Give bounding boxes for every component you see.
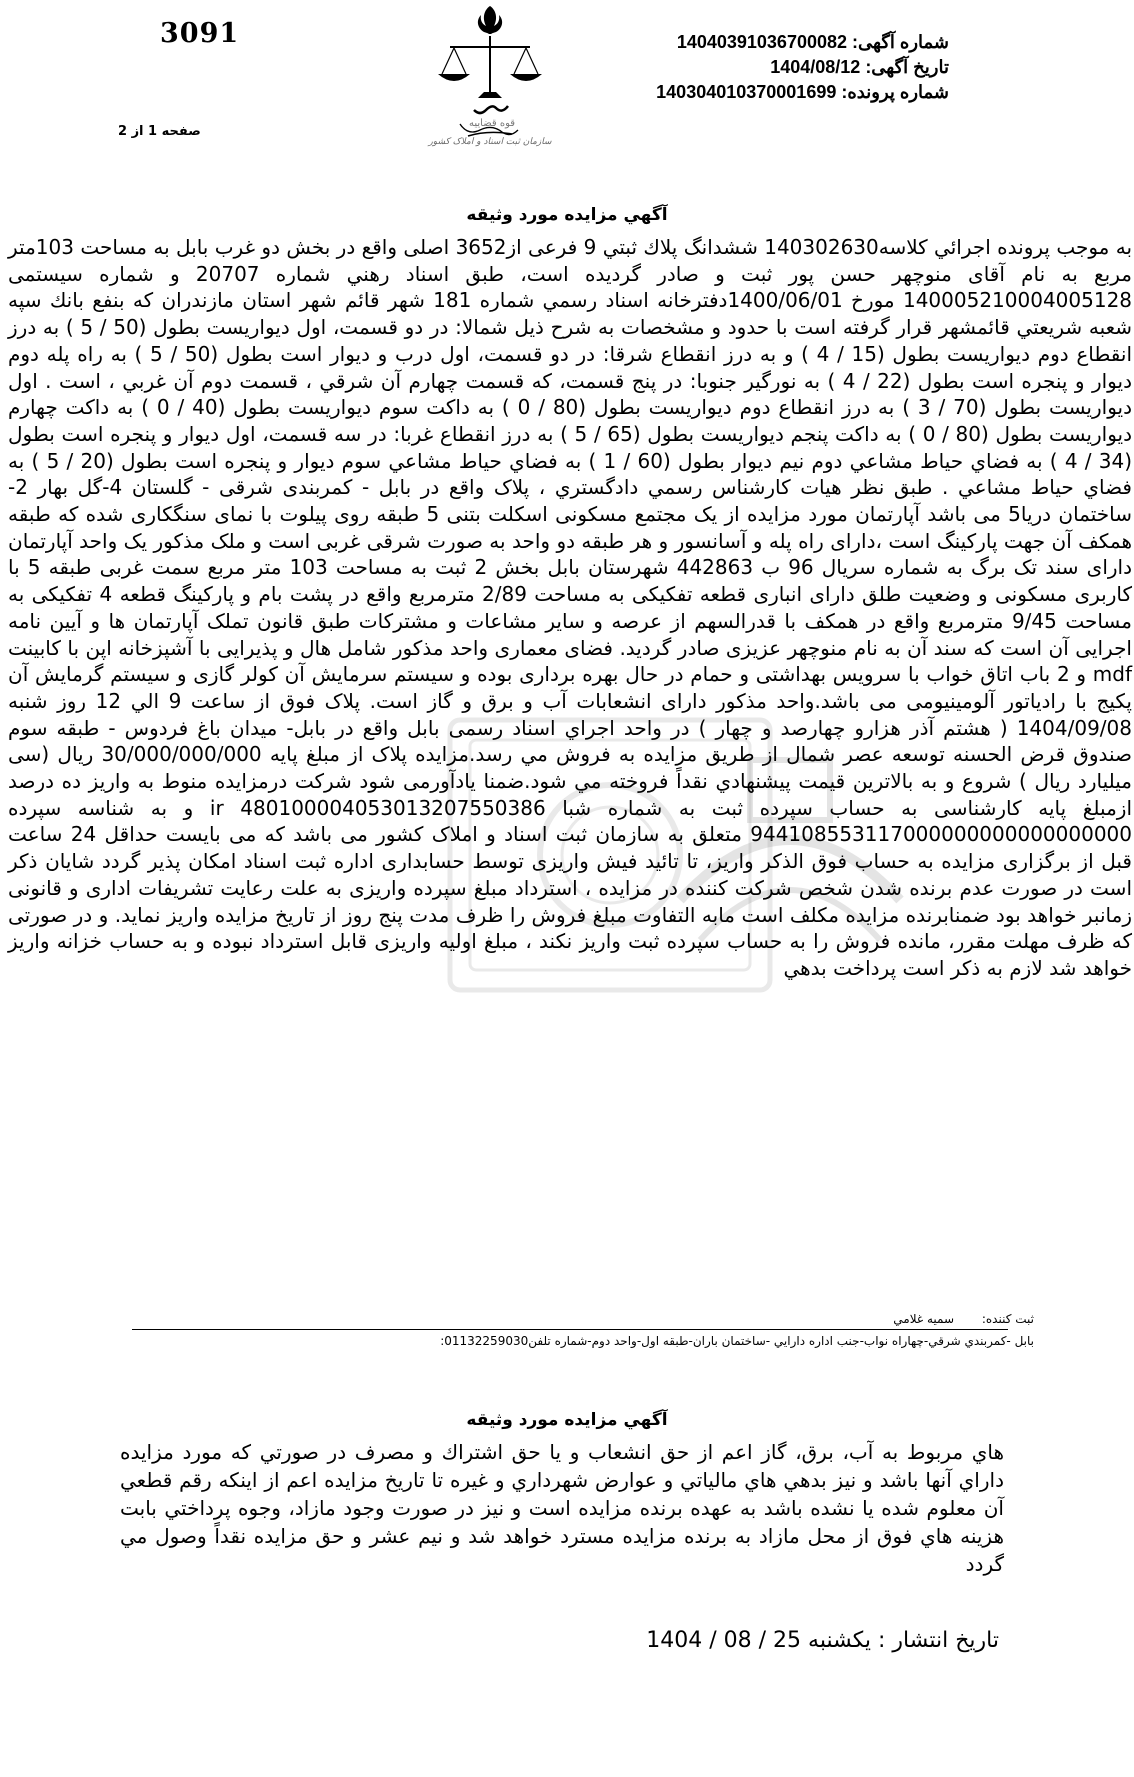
- ad-serial-number: 3091: [160, 18, 240, 49]
- ad-number-row: [656, 30, 949, 55]
- notice-body-continued: هاي مربوط به آب، برق، گاز اعم از حق انشعاب و يا حق اشتراك و مصرف در صورتي كه مورد مزايده داراي آنها باشد و نيز بدهي هاي مالياتي و عوارض شهرداري و غيره تا تاريخ مزايده اعم از اينكه رقم قطعي آن معلوم شده يا نشده باشد به عهده برنده مزايده است و نيز در صورت وجود مازاد، وجوه پرداختي بابت هزينه هاي فوق از محل مازاد به برنده مزايده مسترد خواهد شد و نيم عشر و حق مزايده نقداً وصول مي گردد: [120, 1440, 1004, 1576]
- emblem-caption: قوه قضاییه: [468, 118, 516, 129]
- file-number-label: شماره پرونده:: [841, 82, 949, 102]
- ad-number-value: 14040391036700082: [676, 32, 848, 52]
- notice-metadata: [656, 30, 949, 105]
- organization-caption: سازمان ثبت اسناد و املاک کشور: [428, 137, 552, 147]
- registrar-name: سميه غلامي: [893, 1312, 955, 1326]
- notice-body: به موجب پرونده اجرائي كلاسه140302630 ششدانگ پلاك ثبتي 9 فرعی از3652 اصلی واقع در بخش دو غرب بابل به مساحت 103متر مربع به نام آقای منوچهر حسن پور ثبت و صادر گرديده است، طبق اسناد رهني شماره 20707 و شماره سیستمی 140005210004005128 مورخ 1400/06/01دفترخانه اسناد رسمي شماره 181 شهر قائم شهر استان مازندران كه بنفع بانك سپه شعبه شريعتي قائمشهر قرار گرفته است با حدود و مشخصات به شرح ذيل شمالا: در دو قسمت، اول دیواریست بطول (50 / 5 ) به درز انقطاع دوم دیواریست بطول (15 / 4 ) و به درز انقطاع شرقا: در دو قسمت، اول درب و دیوار است بطول (50 / 5 ) به راه پله دوم دیوار و پنجره است بطول (22 / 4 ) به نورگیر جنوبا: در پنج قسمت، كه قسمت چهارم آن شرقي ، قسمت دوم آن غربي ، است . اول دیواریست بطول (70 / 3 ) به درز انقطاع دوم دیواریست بطول (80 / 0 ) به داكت سوم دیواریست بطول (40 / 0 ) به داكت چهارم دیواریست بطول (80 / 0 ) به داكت پنجم دیواریست بطول (65 / 5 ) به درز انقطاع غربا: در سه قسمت، اول دیوار و پنجره است بطول (34 / 4 ) به فضاي حياط مشاعي دوم نيم ديوار بطول (60 / 1 ) به فضاي حياط مشاعي سوم ديوار و پنجره است بطول (20 / 5 ) به فضاي حياط مشاعي . طبق نظر هيات كارشناس رسمي دادگستري ، پلاک واقع در بابل - کمربندی شرقی - گلستان 4-گل بهار 2-ساختمان دريا5 می باشد آپارتمان مورد مزایده از یک مجتمع مسکونی اسکلت بتنی 5 طبقه روی پیلوت با نمای سنگکاری شده که طبقه همکف آن جهت پارکینگ است ،دارای راه پله و آسانسور و هر طبقه دو واحد به صورت شرقی غربی است و ملک مذکور یک واحد آپارتمان دارای سند تک برگ به شماره سریال 96 ب 442863 شهرستان بابل بخش 2 ثبت به مساحت 103 متر مربع سمت غربی طبقه 5 با کاربری مسکونی و وضعیت طلق دارای انباری قطعه تفکیکی به مساحت 2/89 مترمربع واقع در پشت بام و پارکینگ قطعه 4 تفکیکی به مساحت 9/45 مترمربع واقع در همکف با قدرالسهم از عرصه و سایر مشاعات و مشترکات طبق قانون تملک آپارتمان ها و آیین نامه اجرایی آن است که سند آن به نام منوچهر عزیزی صادر گردید. فضای معماری واحد مذکور شامل هال و پذیرایی با آشپزخانه اپن با کابینت mdf و 2 باب اتاق خواب با سرویس بهداشتی و حمام در حال بهره برداری بوده و سیستم سرمایش آن کولر گازی و سیستم گرمایش آن پکیج با رادیاتور آلومینیومی می باشد.واحد مذکور دارای انشعابات آب و برق و گاز است. پلاک فوق از ساعت 9 الي 12 روز شنبه 1404/09/08 ( هشتم آذر هزارو چهارصد و چهار ) در واحد اجراي اسناد رسمی بابل واقع در بابل- میدان باغ فردوس - طبقه سوم صندوق قرض الحسنه توسعه عصر شمال از طريق مزايده به فروش مي رسد.مزايده پلاک از مبلغ پايه 30/000/000/000 ريال (سی میلیارد ریال ) شروع و به بالاترين قيمت پيشنهادي نقداً فروخته مي شود.ضمنا يادآورمی شود شرکت درمزايده منوط به واريز ده درصد ازمبلغ پايه کارشناسی به حساب سپرده ثبت به شماره شبا ir 480100004053013207550386 و به شناسه سپرده 944108553117000000000000000000 متعلق به سازمان ثبت اسناد و املاک کشور می باشد که می بايست حداقل 24 ساعت قبل از برگزاری مزايده به حساب فوق الذکر واريز، تا تائيد فيش واريزی توسط حسابداری اداره ثبت اسناد امکان پذير گردد شايان ذکر است در صورت عدم برنده شدن شخص شرکت کننده در مزايده ، استرداد مبلغ سپرده واريزی به علت رعايت تشريفات اداری و قانونی زمانبر خواهد بود ضمنابرنده مزايده مکلف است مابه التفاوت مبلغ فروش را ظرف مدت پنج روز از تاريخ مزايده واريز نمايد. و در صورتی که ظرف مهلت مقرر، مانده فروش را به حساب سپرده ثبت واريز نکند ، مبلغ اوليه واريزی قابل استرداد نبوده و به حساب خزانه واريز خواهد شد لازم به ذکر است پرداخت بدهي: [8, 235, 1133, 980]
- registrar-label: ثبت كننده:: [981, 1312, 1034, 1326]
- judiciary-emblem-icon: [430, 2, 550, 152]
- office-address: بابل -كمربندي شرقي-چهاراه نواب-جنب اداره دارايي -ساختمان باران-طبقه اول-واحد دوم-شماره تلفن01132259030:: [440, 1334, 1034, 1348]
- file-number-value: 140304010370001699: [656, 82, 837, 102]
- page-indicator: صفحه 1 از 2: [118, 124, 201, 139]
- footer-divider: [132, 1329, 1008, 1330]
- file-number-row: [656, 80, 949, 105]
- notice-title: آگهي مزايده مورد وثيقه: [466, 205, 668, 225]
- registrar-line: [893, 1312, 1034, 1326]
- ad-date-value: 1404/08/12: [770, 57, 861, 77]
- publication-date: تاريخ انتشار : يكشنبه 25 / 08 / 1404: [646, 1628, 999, 1653]
- ad-number-label: شماره آگهی:: [852, 32, 949, 52]
- ad-date-label: تاریخ آگهی:: [865, 57, 949, 77]
- notice-title-continued: آگهي مزايده مورد وثيقه: [466, 1410, 668, 1430]
- ad-date-row: [656, 55, 949, 80]
